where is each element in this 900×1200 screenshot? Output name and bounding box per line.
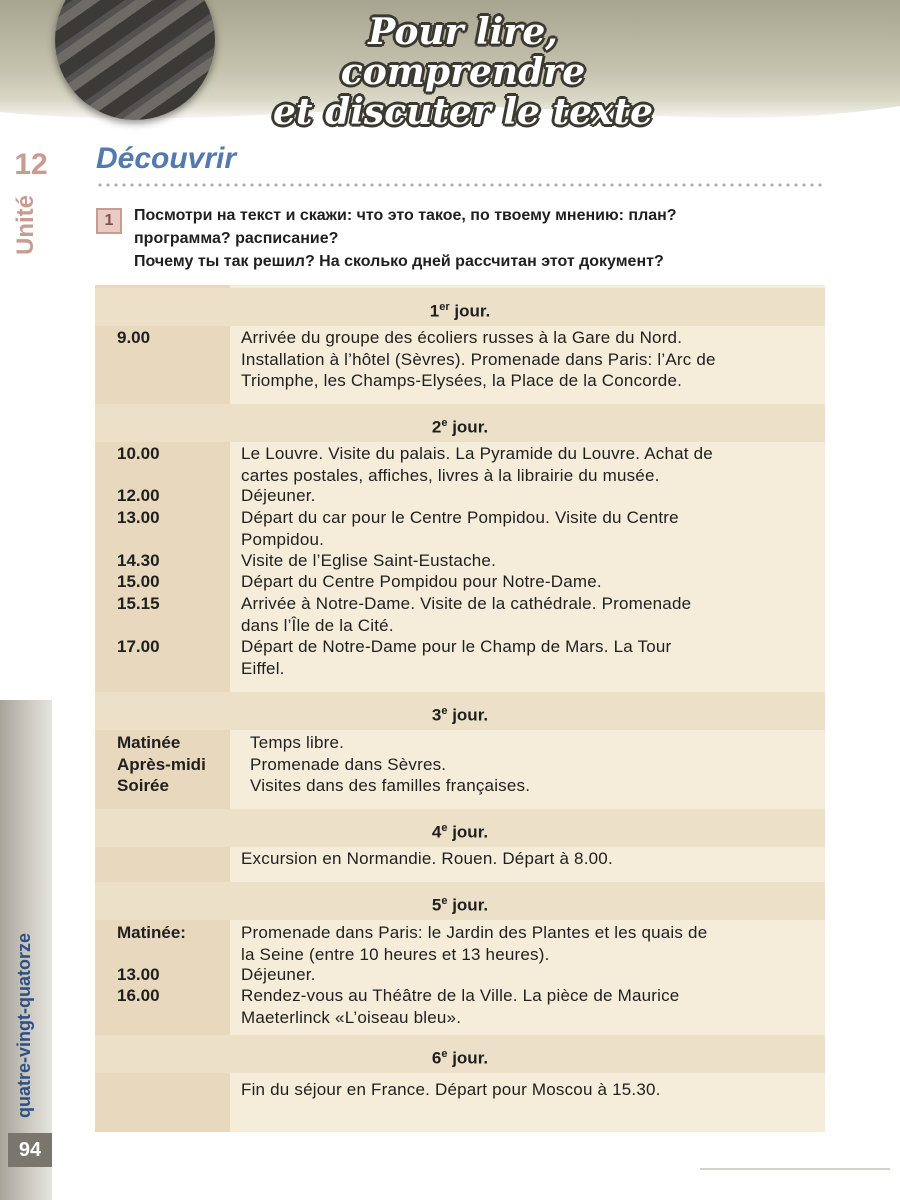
unit-label: Unité bbox=[12, 195, 39, 255]
task-line: программа? расписание? bbox=[134, 230, 339, 247]
desc-line: Arrivée à Notre-Dame. Visite de la cathédrale. Promenade bbox=[241, 594, 692, 613]
day-word: jour. bbox=[452, 822, 489, 842]
page-edge-line bbox=[700, 1168, 890, 1170]
day-header bbox=[95, 882, 825, 920]
row-time: 12.00 bbox=[117, 486, 160, 505]
day-suffix: e bbox=[441, 1048, 448, 1060]
day-header bbox=[95, 288, 825, 326]
banner-title-line1: Pour lire, comprendre bbox=[340, 11, 586, 93]
row-time: Matinée: bbox=[117, 923, 186, 942]
row-time: Soirée bbox=[117, 776, 169, 795]
row-description bbox=[241, 571, 813, 593]
desc-line: Arrivée du groupe des écoliers russes à la Gare du Nord. bbox=[241, 328, 683, 347]
row-time: 14.30 bbox=[117, 551, 160, 570]
row-description bbox=[241, 550, 813, 572]
day-number: 2 bbox=[431, 417, 442, 437]
desc-line: Visites dans des familles françaises. bbox=[250, 776, 531, 795]
desc-line: Le Louvre. Visite du palais. La Pyramide du Louvre. Achat de bbox=[241, 444, 713, 463]
desc-line: Promenade dans Sèvres. bbox=[250, 755, 447, 774]
day-word: jour. bbox=[452, 1048, 489, 1068]
day-header bbox=[95, 692, 825, 730]
day-suffix: e bbox=[441, 705, 448, 717]
row-description bbox=[241, 507, 813, 550]
row-description bbox=[241, 443, 813, 486]
desc-line: Départ de Notre-Dame pour le Champ de Mars. La Tour bbox=[241, 637, 672, 656]
desc-line: dans l’Île de la Cité. bbox=[241, 615, 394, 635]
desc-line: Déjeuner. bbox=[241, 965, 316, 984]
row-description bbox=[250, 754, 822, 776]
day-suffix: e bbox=[441, 822, 448, 834]
row-description bbox=[241, 593, 813, 636]
row-description bbox=[241, 1079, 813, 1101]
day-header bbox=[95, 809, 825, 847]
desc-line: Visite de l’Eglise Saint-Eustache. bbox=[241, 551, 497, 570]
row-description bbox=[241, 922, 813, 965]
desc-line: Triomphe, les Champs-Elysées, la Place de la Concorde. bbox=[241, 371, 683, 390]
row-description bbox=[250, 775, 822, 797]
row-time: Matinée bbox=[117, 733, 181, 752]
desc-line: Promenade dans Paris: le Jardin des Plantes et les quais de bbox=[241, 923, 708, 942]
row-time: Après-midi bbox=[117, 755, 206, 774]
row-time: 13.00 bbox=[117, 965, 160, 984]
day-suffix: e bbox=[441, 417, 448, 429]
row-description bbox=[241, 485, 813, 507]
day-number: 5 bbox=[431, 895, 442, 915]
desc-line: Temps libre. bbox=[250, 733, 345, 752]
day-number: 3 bbox=[431, 705, 442, 725]
desc-line: Départ du Centre Pompidou pour Notre-Dame. bbox=[241, 572, 602, 591]
row-time: 15.15 bbox=[117, 594, 160, 613]
desc-line: Déjeuner. bbox=[241, 486, 316, 505]
task-line: Почему ты так решил? На сколько дней рассчитан этот документ? bbox=[134, 253, 664, 270]
row-time: 10.00 bbox=[117, 444, 160, 463]
day-word: jour. bbox=[452, 895, 489, 915]
row-description bbox=[241, 327, 813, 392]
task-line: Посмотри на текст и скажи: что это такое, по твоему мнению: план? bbox=[134, 207, 677, 224]
row-time: 16.00 bbox=[117, 986, 160, 1005]
page-number: 94 bbox=[8, 1133, 52, 1167]
banner-title-line2: et discuter le texte bbox=[273, 91, 653, 133]
row-description bbox=[241, 964, 813, 986]
desc-line: Installation à l’hôtel (Sèvres). Promenade dans Paris: l’Arc de bbox=[241, 349, 716, 369]
page-number-words: quatre-vingt-quatorze bbox=[14, 932, 34, 1118]
desc-line: Rendez-vous au Théâtre de la Ville. La pièce de Maurice bbox=[241, 986, 680, 1005]
task-instructions bbox=[134, 204, 824, 273]
day-suffix: er bbox=[439, 301, 450, 313]
desc-line: Maeterlinck «L’oiseau bleu». bbox=[241, 1007, 462, 1027]
desc-line: Pompidou. bbox=[241, 529, 325, 549]
desc-line: la Seine (entre 10 heures et 13 heures). bbox=[241, 944, 550, 964]
row-time: 13.00 bbox=[117, 508, 160, 527]
dotted-divider bbox=[96, 183, 826, 187]
day-number: 1 bbox=[429, 301, 440, 321]
day-suffix: e bbox=[441, 895, 448, 907]
day-word: jour. bbox=[452, 705, 489, 725]
row-time: 15.00 bbox=[117, 572, 160, 591]
row-description bbox=[250, 732, 822, 754]
row-description bbox=[241, 636, 813, 679]
row-time: 17.00 bbox=[117, 637, 160, 656]
desc-line: Départ du car pour le Centre Pompidou. Visite du Centre bbox=[241, 508, 679, 527]
row-description bbox=[241, 848, 813, 870]
banner-title bbox=[268, 12, 658, 132]
unit-number: 12 bbox=[14, 148, 48, 181]
desc-line: Excursion en Normandie. Rouen. Départ à 8.00. bbox=[241, 849, 613, 868]
section-title: Découvrir bbox=[96, 142, 237, 175]
day-word: jour. bbox=[454, 301, 491, 321]
schedule-table bbox=[95, 285, 825, 1132]
day-number: 6 bbox=[431, 1048, 442, 1068]
day-number: 4 bbox=[431, 822, 442, 842]
day-header bbox=[95, 404, 825, 442]
desc-line: cartes postales, affiches, livres à la librairie du musée. bbox=[241, 465, 660, 485]
task-number-badge: 1 bbox=[96, 208, 122, 234]
day-word: jour. bbox=[452, 417, 489, 437]
day-header bbox=[95, 1035, 825, 1073]
row-description bbox=[241, 985, 813, 1028]
row-time: 9.00 bbox=[117, 328, 151, 347]
desc-line: Eiffel. bbox=[241, 658, 285, 678]
desc-line: Fin du séjour en France. Départ pour Moscou à 15.30. bbox=[241, 1080, 661, 1099]
